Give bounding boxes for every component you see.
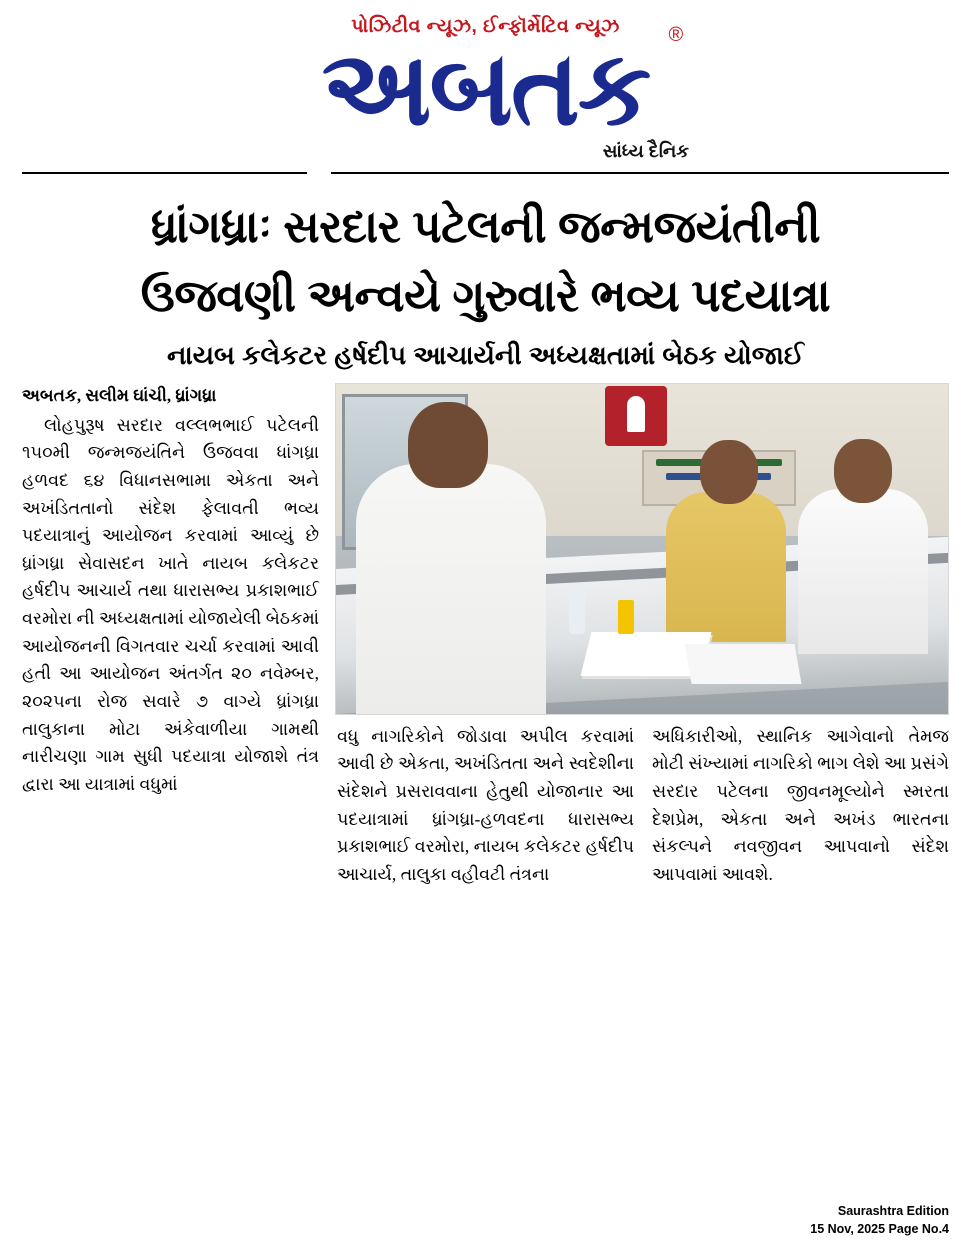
byline: અબતક, સલીમ ઘાંચી, ધ્રાંગધ્રા — [22, 385, 217, 405]
photo-person-right-head — [834, 439, 892, 503]
headline-line-2: ઉજવણી અન્વયે ગુરુવારે ભવ્ય પદયાત્રા — [140, 270, 831, 322]
divider-left-segment — [22, 172, 307, 174]
photo-cup — [618, 600, 634, 634]
article-column-3-text: અધિકારીઓ, સ્થાનિક આગેવાનો તેમજ મોટી સંખ્યામાં નાગરિકો ભાગ લેશે આ પ્રસંગે સરદાર પટેલના જીવનમૂલ્યોને સ્મરતા દેશપ્રેમ, એકતા અને અખંડ ભારતના સંકલ્પને નવજીવન આપવાનો સંદેશ આપવામાં આવશે. — [652, 725, 949, 884]
photo-person-right — [798, 489, 928, 654]
lower-column-container — [337, 723, 949, 889]
article-column-1 — [22, 383, 319, 799]
header-divider — [22, 172, 949, 186]
registered-trademark-icon: ® — [668, 24, 684, 46]
photo-person-left — [356, 464, 546, 714]
article-column-2-text: વધુ નાગરિકોને જોડાવા અપીલ કરવામાં આવી છે એકતા, અખંડિતતા અને સ્વદેશીના સંદેશને પ્રસરાવવાના હેતુથી યોજાનાર આ પદયાત્રામાં ધ્રાંગધ્રા-હળવદના ધારાસભ્ય પ્રકાશભાઈ વરમોરા, નાયબ કલેકટર હર્ષદીપ આચાર્ય, તાલુકા વહીવટી તંત્રના — [337, 725, 634, 884]
footer-edition: Saurashtra Edition — [837, 1203, 949, 1218]
article-column-2 — [337, 723, 634, 889]
photo-emblem-icon — [605, 386, 667, 446]
article-column-3 — [652, 723, 949, 889]
masthead-tagline-bottom: સાંધ્ય દૈનિક — [602, 140, 689, 161]
article-body — [22, 383, 949, 884]
footer-date-page: 15 Nov, 2025 Page No.4 — [810, 1221, 949, 1236]
subheadline: નાયબ કલેકટર હર્ષદીપ આચાર્યની અધ્યક્ષતામાં બેઠક યોજાઈ — [166, 339, 804, 370]
masthead-tagline-top: પોઝિટીવ ન્યૂઝ, ઈન્ફૉર્મેટિવ ન્યૂઝ — [351, 16, 620, 37]
photo-water-bottle — [569, 584, 585, 634]
article-column-1-text: લોહપુરૂષ સરદાર વલ્લભભાઈ પટેલની ૧૫૦મી જન્મજયંતિને ઉજવવા ધાંગધ્રા હળવદ ૬૪ વિધાનસભામા એકતા અને અખંડિતતાનો સંદેશ ફેલાવતી ભવ્ય પદયાત્રાનું આયોજન કરવામાં આવ્યું છે ધ્રાંગધ્રા સેવાસદન ખાતે નાયબ કલેકટર હર્ષદીપ આચાર્ય તથા ધારાસભ્ય પ્રકાશભાઈ વરમોરા ની અધ્યક્ષતામાં યોજાયેલી બેઠકમાં આયોજનની વિગતવાર ચર્ચા કરવામાં આવી હતી આ આયોજન અંતર્ગત ૨૦ નવેમ્બર, ૨૦૨૫ના રોજ સવારે ૭ વાગ્યે ધ્રાંગધ્રા તાલુકાના મોટા અંકેવાળીયા ગામથી નારીચણા ગામ સુધી પદયાત્રા યોજાશે તંત્ર દ્વારા આ યાત્રામાં વધુમાં — [22, 414, 319, 794]
photo-person-center-head — [700, 440, 758, 504]
photo-person-left-head — [408, 402, 488, 488]
photo-papers-right — [684, 644, 801, 684]
footer — [810, 1202, 949, 1238]
masthead-logo: અબતક — [321, 31, 650, 147]
meeting-photo — [335, 383, 949, 715]
headline-line-1: ધ્રાંગધ્રાઃ સરદાર પટેલની જન્મજયંતીની — [150, 200, 821, 252]
divider-right-segment — [331, 172, 949, 174]
photo-person-center — [666, 492, 786, 642]
masthead — [22, 0, 949, 162]
